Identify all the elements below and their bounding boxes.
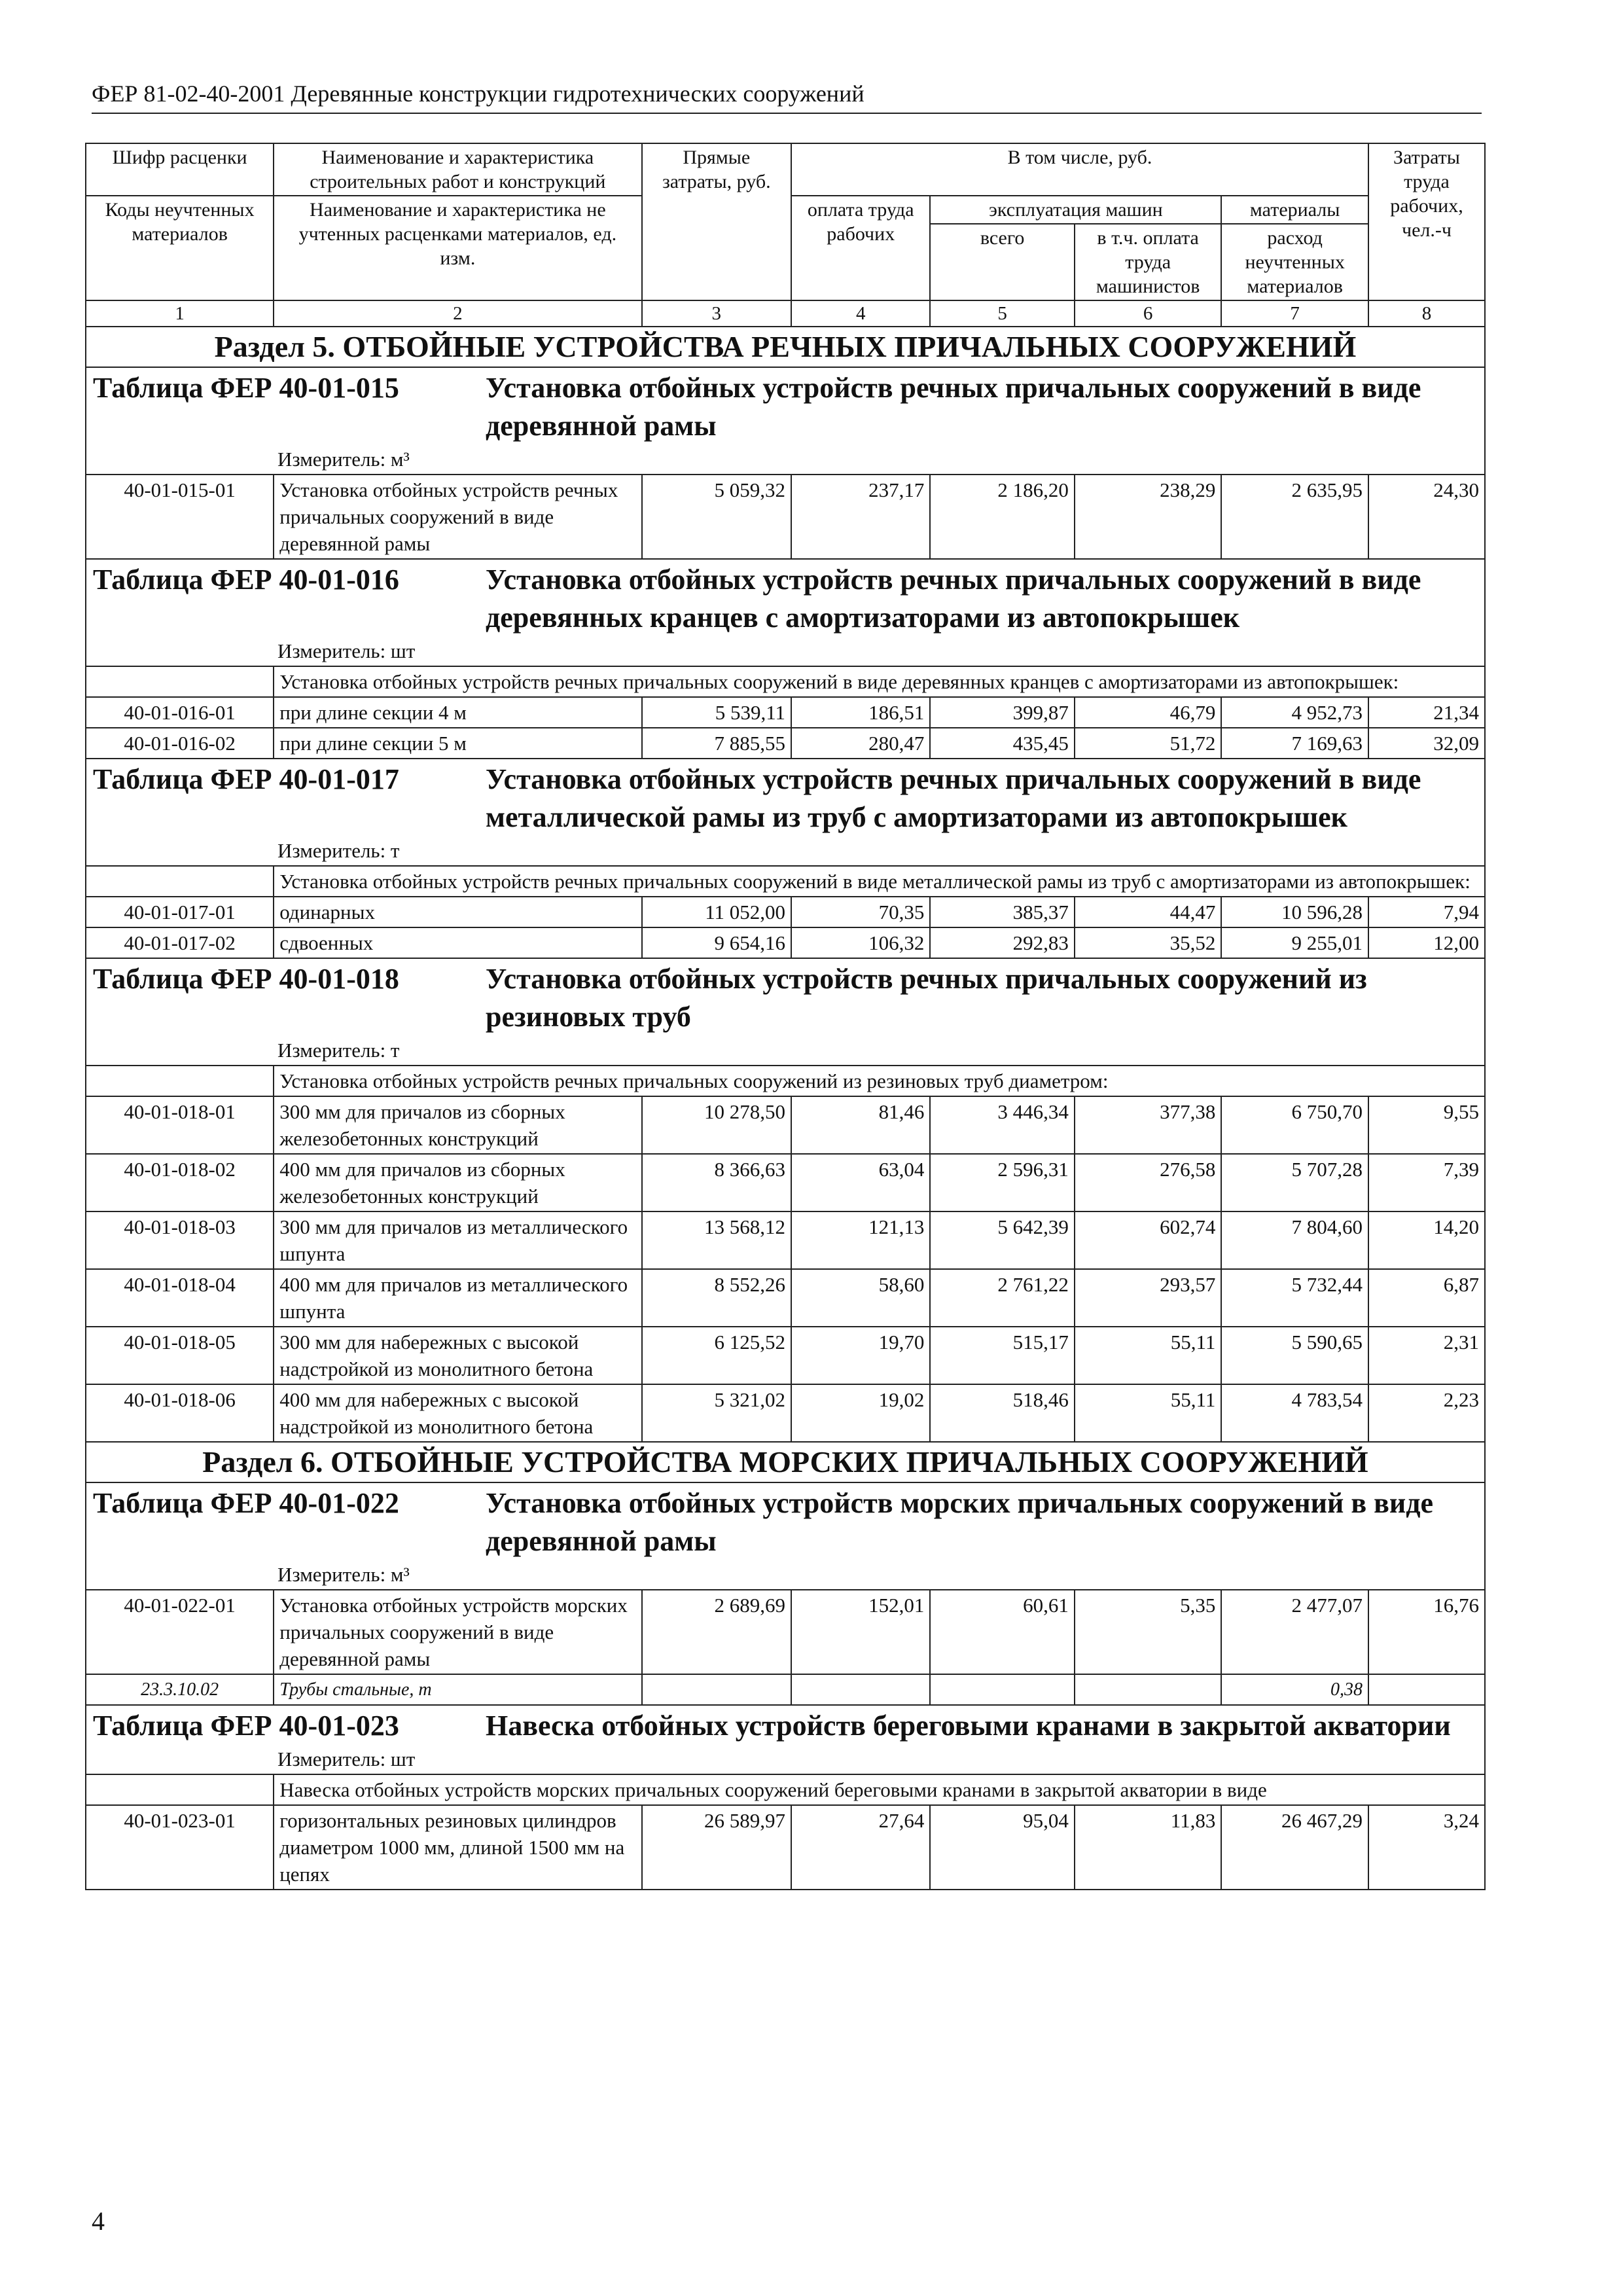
work-name: Установка отбойных устройств речных причальных сооружений в виде деревянной рамы — [274, 475, 641, 559]
value-machinists: 602,74 — [1075, 1211, 1222, 1269]
col-header-name-top: Наименование и характеристика строительных работ и конструкций — [274, 143, 641, 196]
col-number: 7 — [1221, 300, 1368, 327]
empty-cell — [930, 1674, 1074, 1705]
table-name: Установка отбойных устройств речных причальных сооружений в виде деревянных кранцев с амортизаторами из автопокрышек — [486, 564, 1421, 634]
work-name: 400 мм для причалов из металлического шпунта — [274, 1269, 641, 1327]
running-header: ФЕР 81-02-40-2001 Деревянные конструкции гидротехнических сооружений — [92, 77, 1482, 114]
value-direct: 2 689,69 — [642, 1590, 792, 1674]
section-title: Раздел 5. ОТБОЙНЫЕ УСТРОЙСТВА РЕЧНЫХ ПРИЧАЛЬНЫХ СООРУЖЕНИЙ — [86, 327, 1485, 367]
value-direct: 10 278,50 — [642, 1096, 792, 1154]
value-materials: 5 590,65 — [1221, 1327, 1368, 1384]
work-name: сдвоенных — [274, 927, 641, 958]
value-materials: 7 169,63 — [1221, 728, 1368, 759]
table-row — [86, 1384, 1485, 1442]
empty-cell — [642, 1674, 792, 1705]
table-name: Навеска отбойных устройств береговыми кранами в закрытой акватории — [486, 1710, 1451, 1742]
meter-row — [86, 637, 1485, 666]
value-hours: 7,94 — [1368, 897, 1485, 927]
table-name: Установка отбойных устройств морских причальных сооружений в виде деревянной рамы — [486, 1487, 1434, 1557]
intro-spacer — [86, 866, 274, 897]
value-materials: 4 783,54 — [1221, 1384, 1368, 1442]
value-mach: 95,04 — [930, 1805, 1074, 1890]
material-code: 23.3.10.02 — [86, 1674, 274, 1705]
value-direct: 6 125,52 — [642, 1327, 792, 1384]
col-header-labor-cost: Затраты труда рабочих, чел.-ч — [1368, 143, 1485, 300]
work-name: 300 мм для причалов из сборных железобетонных конструкций — [274, 1096, 641, 1154]
table-name: Установка отбойных устройств речных причальных сооружений в виде металлической рамы из труб с амортизаторами из автопокрышек — [486, 763, 1421, 833]
intro-row — [86, 1066, 1485, 1096]
col-header-materials: материалы — [1221, 196, 1368, 224]
value-mach: 5 642,39 — [930, 1211, 1074, 1269]
col-number: 2 — [274, 300, 641, 327]
table-row — [86, 1096, 1485, 1154]
value-machinists: 11,83 — [1075, 1805, 1222, 1890]
rate-code: 40-01-015-01 — [86, 475, 274, 559]
unaccounted-material-row — [86, 1674, 1485, 1705]
intro-spacer — [86, 1774, 274, 1805]
table-row — [86, 1154, 1485, 1211]
value-mach: 60,61 — [930, 1590, 1074, 1674]
value-labor: 186,51 — [791, 697, 930, 728]
value-mach: 399,87 — [930, 697, 1074, 728]
value-direct: 9 654,16 — [642, 927, 792, 958]
meter-row — [86, 1745, 1485, 1774]
section-title: Раздел 6. ОТБОЙНЫЕ УСТРОЙСТВА МОРСКИХ ПРИЧАЛЬНЫХ СООРУЖЕНИЙ — [86, 1442, 1485, 1482]
value-labor: 81,46 — [791, 1096, 930, 1154]
table-title — [86, 958, 1485, 1036]
col-header-name-bottom: Наименование и характеристика не учтенных расценками материалов, ед. изм. — [274, 196, 641, 300]
value-hours: 16,76 — [1368, 1590, 1485, 1674]
value-machinists: 377,38 — [1075, 1096, 1222, 1154]
table-title-row — [86, 367, 1485, 445]
value-direct: 13 568,12 — [642, 1211, 792, 1269]
work-name: 400 мм для причалов из сборных железобетонных конструкций — [274, 1154, 641, 1211]
table-row — [86, 1211, 1485, 1269]
value-hours: 7,39 — [1368, 1154, 1485, 1211]
rate-code: 40-01-017-01 — [86, 897, 274, 927]
value-hours: 6,87 — [1368, 1269, 1485, 1327]
value-direct: 8 552,26 — [642, 1269, 792, 1327]
value-mach: 292,83 — [930, 927, 1074, 958]
table-meter: Измеритель: м³ — [86, 445, 1485, 475]
table-code: Таблица ФЕР 40-01-015 — [93, 372, 399, 404]
rate-code: 40-01-018-01 — [86, 1096, 274, 1154]
value-hours: 32,09 — [1368, 728, 1485, 759]
material-consumption: 0,38 — [1221, 1674, 1368, 1705]
table-name: Установка отбойных устройств речных причальных сооружений в виде деревянной рамы — [486, 372, 1421, 442]
table-row — [86, 1805, 1485, 1890]
col-header-direct: Прямые затраты, руб. — [642, 143, 792, 300]
value-labor: 19,02 — [791, 1384, 930, 1442]
meter-row — [86, 1560, 1485, 1590]
col-header-shifr: Шифр расценки — [86, 143, 274, 196]
table-title — [86, 759, 1485, 836]
value-hours: 21,34 — [1368, 697, 1485, 728]
col-header-labor-pay: оплата труда рабочих — [791, 196, 930, 300]
table-title — [86, 1705, 1485, 1745]
value-hours: 2,31 — [1368, 1327, 1485, 1384]
col-number: 6 — [1075, 300, 1222, 327]
col-header-materials-sub: расход неучтенных материалов — [1221, 224, 1368, 300]
column-number-row — [86, 300, 1485, 327]
value-labor: 63,04 — [791, 1154, 930, 1211]
value-direct: 5 059,32 — [642, 475, 792, 559]
value-materials: 4 952,73 — [1221, 697, 1368, 728]
work-name: одинарных — [274, 897, 641, 927]
table-title-row — [86, 1482, 1485, 1560]
table-meter: Измеритель: т — [86, 1036, 1485, 1066]
value-labor: 121,13 — [791, 1211, 930, 1269]
col-number: 4 — [791, 300, 930, 327]
table-row — [86, 1269, 1485, 1327]
table-intro: Установка отбойных устройств речных причальных сооружений в виде деревянных кранцев с амортизаторами из автопокрышек: — [274, 666, 1485, 697]
value-direct: 11 052,00 — [642, 897, 792, 927]
table-intro: Установка отбойных устройств речных причальных сооружений в виде металлической рамы из труб с амортизаторами из автопокрышек: — [274, 866, 1485, 897]
table-title-row — [86, 958, 1485, 1036]
work-name: при длине секции 5 м — [274, 728, 641, 759]
col-number: 3 — [642, 300, 792, 327]
value-mach: 435,45 — [930, 728, 1074, 759]
value-direct: 8 366,63 — [642, 1154, 792, 1211]
value-mach: 515,17 — [930, 1327, 1074, 1384]
table-title-row — [86, 559, 1485, 637]
value-machinists: 35,52 — [1075, 927, 1222, 958]
table-code: Таблица ФЕР 40-01-022 — [93, 1487, 399, 1519]
material-name: Трубы стальные, т — [274, 1674, 641, 1705]
value-materials: 10 596,28 — [1221, 897, 1368, 927]
table-title — [86, 1482, 1485, 1560]
table-code: Таблица ФЕР 40-01-018 — [93, 963, 399, 995]
intro-row — [86, 1774, 1485, 1805]
meter-row — [86, 1036, 1485, 1066]
value-mach: 2 186,20 — [930, 475, 1074, 559]
table-row — [86, 697, 1485, 728]
table-name: Установка отбойных устройств речных причальных сооружений из резиновых труб — [486, 963, 1367, 1033]
table-code: Таблица ФЕР 40-01-023 — [93, 1710, 399, 1742]
value-machinists: 238,29 — [1075, 475, 1222, 559]
value-labor: 27,64 — [791, 1805, 930, 1890]
value-hours: 14,20 — [1368, 1211, 1485, 1269]
value-hours: 12,00 — [1368, 927, 1485, 958]
table-meter: Измеритель: т — [86, 836, 1485, 866]
value-direct: 26 589,97 — [642, 1805, 792, 1890]
table-row — [86, 728, 1485, 759]
table-meter: Измеритель: шт — [86, 637, 1485, 666]
value-materials: 2 635,95 — [1221, 475, 1368, 559]
table-title — [86, 559, 1485, 637]
col-header-machines-total: всего — [930, 224, 1074, 300]
value-machinists: 51,72 — [1075, 728, 1222, 759]
value-materials: 5 732,44 — [1221, 1269, 1368, 1327]
rate-code: 40-01-022-01 — [86, 1590, 274, 1674]
section-title-row — [86, 327, 1485, 367]
value-labor: 58,60 — [791, 1269, 930, 1327]
table-row — [86, 897, 1485, 927]
value-labor: 106,32 — [791, 927, 930, 958]
empty-cell — [791, 1674, 930, 1705]
value-materials: 26 467,29 — [1221, 1805, 1368, 1890]
work-name: при длине секции 4 м — [274, 697, 641, 728]
value-mach: 3 446,34 — [930, 1096, 1074, 1154]
value-materials: 9 255,01 — [1221, 927, 1368, 958]
col-header-including: В том числе, руб. — [791, 143, 1368, 196]
col-number: 8 — [1368, 300, 1485, 327]
value-materials: 6 750,70 — [1221, 1096, 1368, 1154]
rate-code: 40-01-018-04 — [86, 1269, 274, 1327]
value-machinists: 276,58 — [1075, 1154, 1222, 1211]
table-code: Таблица ФЕР 40-01-017 — [93, 763, 399, 795]
value-materials: 2 477,07 — [1221, 1590, 1368, 1674]
table-title-row — [86, 1705, 1485, 1745]
page-number: 4 — [92, 2206, 105, 2236]
table-intro: Установка отбойных устройств речных причальных сооружений из резиновых труб диаметром: — [274, 1066, 1485, 1096]
value-hours: 3,24 — [1368, 1805, 1485, 1890]
empty-cell — [1368, 1674, 1485, 1705]
value-hours: 24,30 — [1368, 475, 1485, 559]
col-number: 1 — [86, 300, 274, 327]
table-row — [86, 475, 1485, 559]
empty-cell — [1075, 1674, 1222, 1705]
value-direct: 5 539,11 — [642, 697, 792, 728]
col-header-machines: эксплуатация машин — [930, 196, 1221, 224]
value-machinists: 46,79 — [1075, 697, 1222, 728]
table-meter: Измеритель: м³ — [86, 1560, 1485, 1590]
rate-code: 40-01-018-02 — [86, 1154, 274, 1211]
col-header-machinists-pay: в т.ч. оплата труда машинистов — [1075, 224, 1222, 300]
value-labor: 152,01 — [791, 1590, 930, 1674]
value-labor: 280,47 — [791, 728, 930, 759]
work-name: 300 мм для набережных с высокой надстройкой из монолитного бетона — [274, 1327, 641, 1384]
rate-code: 40-01-018-03 — [86, 1211, 274, 1269]
table-row — [86, 1590, 1485, 1674]
intro-row — [86, 866, 1485, 897]
table-row — [86, 927, 1485, 958]
value-hours: 2,23 — [1368, 1384, 1485, 1442]
table-meter: Измеритель: шт — [86, 1745, 1485, 1774]
table-title-row — [86, 759, 1485, 836]
intro-spacer — [86, 1066, 274, 1096]
value-hours: 9,55 — [1368, 1096, 1485, 1154]
price-table — [85, 143, 1486, 1890]
value-mach: 2 761,22 — [930, 1269, 1074, 1327]
work-name: Установка отбойных устройств морских причальных сооружений в виде деревянной рамы — [274, 1590, 641, 1674]
rate-code: 40-01-016-01 — [86, 697, 274, 728]
work-name: 400 мм для набережных с высокой надстройкой из монолитного бетона — [274, 1384, 641, 1442]
value-machinists: 293,57 — [1075, 1269, 1222, 1327]
value-machinists: 5,35 — [1075, 1590, 1222, 1674]
value-materials: 5 707,28 — [1221, 1154, 1368, 1211]
intro-row — [86, 666, 1485, 697]
meter-row — [86, 445, 1485, 475]
table-code: Таблица ФЕР 40-01-016 — [93, 564, 399, 596]
header-row-1 — [86, 143, 1485, 196]
value-machinists: 55,11 — [1075, 1384, 1222, 1442]
value-labor: 237,17 — [791, 475, 930, 559]
value-mach: 2 596,31 — [930, 1154, 1074, 1211]
rate-code: 40-01-017-02 — [86, 927, 274, 958]
value-direct: 5 321,02 — [642, 1384, 792, 1442]
value-mach: 385,37 — [930, 897, 1074, 927]
rate-code: 40-01-023-01 — [86, 1805, 274, 1890]
table-intro: Навеска отбойных устройств морских причальных сооружений береговыми кранами в закрытой акватории в виде — [274, 1774, 1485, 1805]
value-direct: 7 885,55 — [642, 728, 792, 759]
value-materials: 7 804,60 — [1221, 1211, 1368, 1269]
value-machinists: 55,11 — [1075, 1327, 1222, 1384]
col-header-codes: Коды неучтенных материалов — [86, 196, 274, 300]
work-name: 300 мм для причалов из металлического шпунта — [274, 1211, 641, 1269]
work-name: горизонтальных резиновых цилиндров диаметром 1000 мм, длиной 1500 мм на цепях — [274, 1805, 641, 1890]
table-title — [86, 367, 1485, 445]
meter-row — [86, 836, 1485, 866]
rate-code: 40-01-016-02 — [86, 728, 274, 759]
value-labor: 70,35 — [791, 897, 930, 927]
intro-spacer — [86, 666, 274, 697]
value-mach: 518,46 — [930, 1384, 1074, 1442]
value-machinists: 44,47 — [1075, 897, 1222, 927]
rate-code: 40-01-018-05 — [86, 1327, 274, 1384]
col-number: 5 — [930, 300, 1074, 327]
table-row — [86, 1327, 1485, 1384]
section-title-row — [86, 1442, 1485, 1482]
rate-code: 40-01-018-06 — [86, 1384, 274, 1442]
value-labor: 19,70 — [791, 1327, 930, 1384]
